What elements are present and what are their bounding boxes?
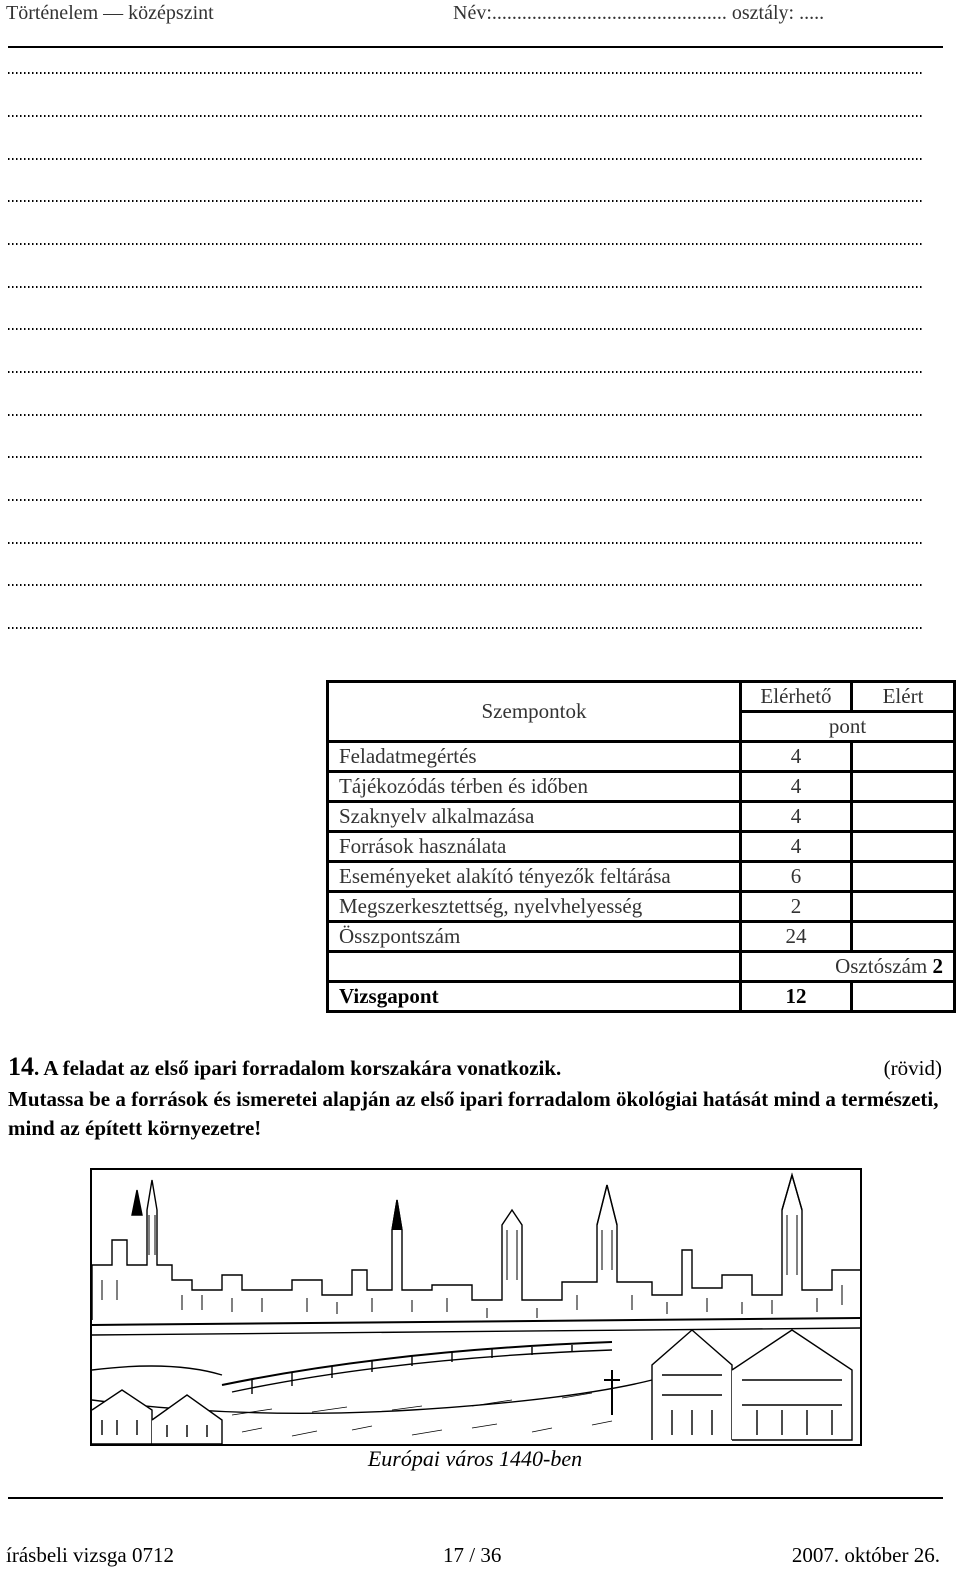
header-achieved: Elért [852, 682, 955, 712]
header-points: pont [741, 712, 955, 742]
answer-line[interactable] [8, 542, 923, 544]
exam-points: 12 [741, 982, 852, 1012]
achieved-cell[interactable] [852, 802, 955, 832]
total-achieved-cell[interactable] [852, 922, 955, 952]
answer-line[interactable] [8, 627, 923, 629]
answer-line[interactable] [8, 115, 923, 117]
criterion-points: 6 [741, 862, 852, 892]
exam-row [328, 982, 955, 1012]
header-rule [8, 46, 943, 48]
achieved-cell[interactable] [852, 892, 955, 922]
divisor-blank [328, 952, 741, 982]
total-points: 24 [741, 922, 852, 952]
header-criteria: Szempontok [328, 682, 741, 742]
answer-line[interactable] [8, 414, 923, 416]
divisor-value: 2 [932, 954, 943, 978]
answer-line[interactable] [8, 72, 923, 74]
answer-line[interactable] [8, 243, 923, 245]
criterion-label: Megszerkesztettség, nyelvhelyesség [328, 892, 741, 922]
score-row [328, 862, 955, 892]
criterion-points: 4 [741, 772, 852, 802]
divisor-row [328, 952, 955, 982]
criterion-points: 4 [741, 802, 852, 832]
criterion-label: Szaknyelv alkalmazása [328, 802, 741, 832]
answer-line[interactable] [8, 328, 923, 330]
answer-line[interactable] [8, 499, 923, 501]
score-table [326, 680, 956, 1013]
figure-caption: Európai város 1440-ben [367, 1446, 583, 1471]
criterion-label: Források használata [328, 832, 741, 862]
task-title-text: . A feladat az első ipari forradalom korszakára vonatkozik. [34, 1056, 562, 1080]
page-header [6, 0, 942, 28]
header-available: Elérhető [741, 682, 852, 712]
answer-line[interactable] [8, 286, 923, 288]
score-row [328, 832, 955, 862]
score-row [328, 892, 955, 922]
city-engraving [90, 1168, 862, 1446]
answer-line[interactable] [8, 456, 923, 458]
divisor-cell [741, 952, 955, 982]
criterion-label: Feladatmegértés [328, 742, 741, 772]
criterion-points: 4 [741, 742, 852, 772]
task-number: 14 [8, 1052, 34, 1081]
score-row [328, 742, 955, 772]
achieved-cell[interactable] [852, 742, 955, 772]
achieved-cell[interactable] [852, 862, 955, 892]
header-subject: Történelem — középszint [6, 2, 214, 24]
achieved-cell[interactable] [852, 772, 955, 802]
criterion-points: 2 [741, 892, 852, 922]
criterion-points: 4 [741, 832, 852, 862]
answer-line[interactable] [8, 584, 923, 586]
score-row [328, 802, 955, 832]
footer-rule [8, 1497, 943, 1499]
footer-exam-code: írásbeli vizsga 0712 [6, 1543, 174, 1567]
answer-line[interactable] [8, 200, 923, 202]
task-title [8, 1052, 561, 1082]
city-engraving-drawing [92, 1170, 860, 1444]
criterion-label: Eseményeket alakító tényezők feltárása [328, 862, 741, 892]
criterion-label: Tájékozódás térben és időben [328, 772, 741, 802]
header-name-field: Név:............................................... osztály: ..... [453, 2, 825, 24]
answer-line[interactable] [8, 371, 923, 373]
divisor-label: Osztószám [835, 954, 928, 978]
exam-achieved-cell[interactable] [852, 982, 955, 1012]
total-row [328, 922, 955, 952]
achieved-cell[interactable] [852, 832, 955, 862]
footer-date: 2007. október 26. [791, 1543, 940, 1567]
total-label: Összpontszám [328, 922, 741, 952]
task-instruction: Mutassa be a források és ismeretei alapján az első ipari forradalom ökológiai hatását mind a természeti, mind az épített környezetre! [8, 1087, 939, 1140]
task-type: (rövid) [883, 1056, 942, 1080]
exam-label: Vizsgapont [328, 982, 741, 1012]
score-row [328, 772, 955, 802]
answer-line[interactable] [8, 158, 923, 160]
footer-page-number: 17 / 36 [443, 1543, 502, 1567]
